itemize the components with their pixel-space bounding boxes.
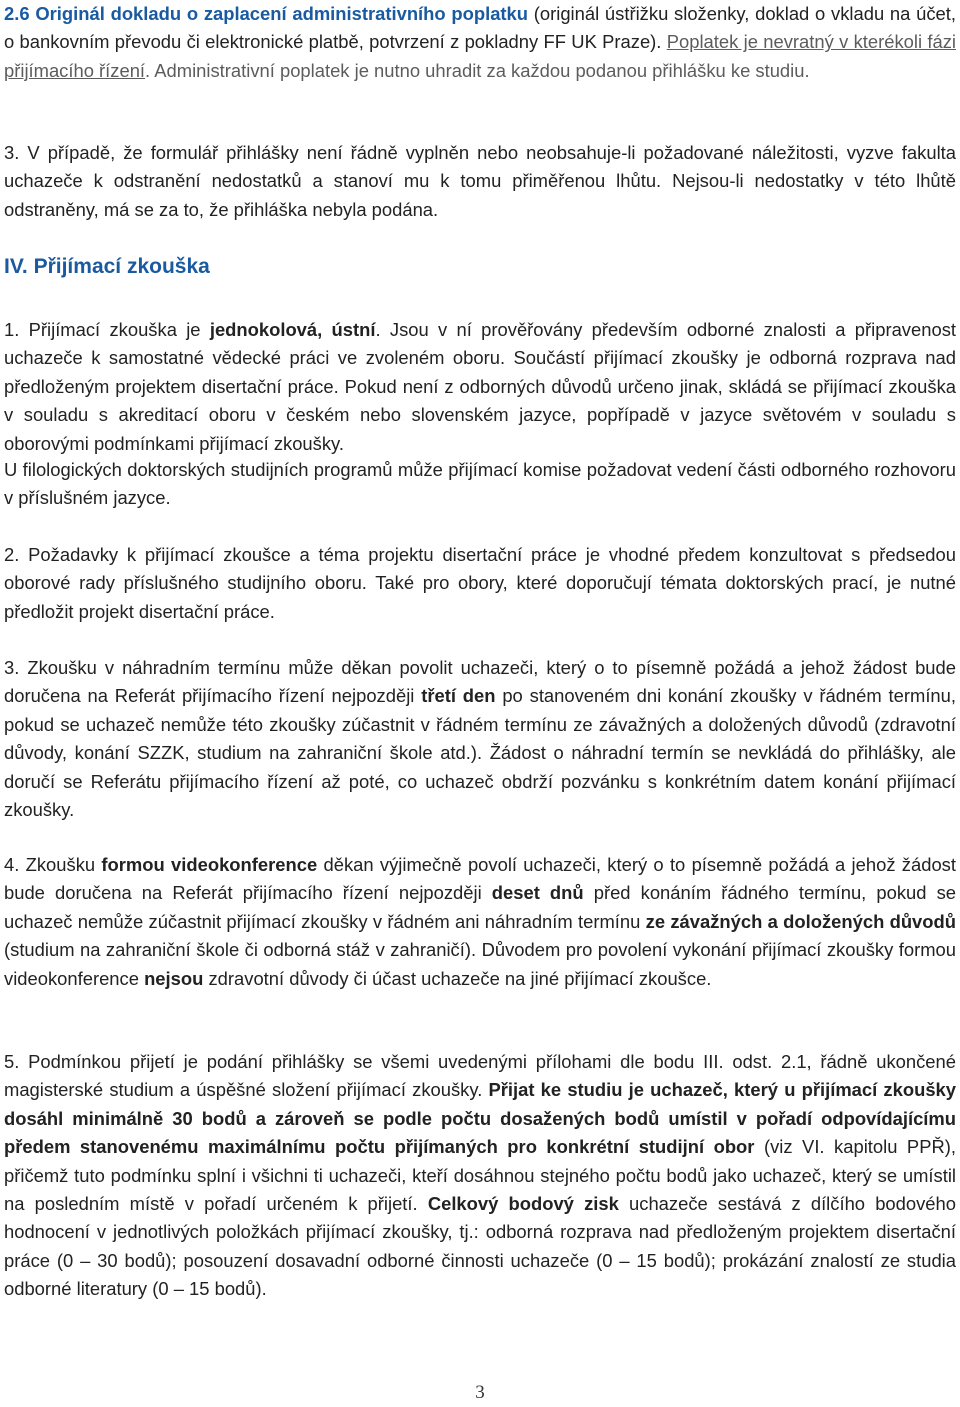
section-heading-entrance-exam: IV. Přijímací zkouška <box>4 255 210 278</box>
incomplete-consequence: Nejsou-li nedostatky v této lhůtě odstraněny, má se za to, že přihláška nebyla podána. <box>4 170 956 220</box>
refund-end: . <box>145 59 151 81</box>
item-1-prefix: 1. Přijímací zkouška je <box>4 319 210 340</box>
exam-item-4 <box>4 851 956 993</box>
item-3-incomplete-paragraph <box>4 139 956 224</box>
refund-note: Poplatek je nevratný v kterékoli fázi přijímacího řízení <box>4 31 956 81</box>
section-number: 2.6 <box>4 3 30 24</box>
item-4-b4: nejsou <box>144 967 204 989</box>
page-number: 3 <box>475 1382 485 1403</box>
item-5-p3: uchazeče sestává z dílčího bodového hodnocení v jednotlivých položkách přijímací zkoušky, tj.: odborná rozprava nad předloženým projektem disertační práce (0 – 30 bodů); posouzení dosavadní odborné činnosti uchazeče (0 – 15 bodů); prokázání znalostí ze studia odborné literatury (0 – 15 bodů). <box>4 1193 956 1300</box>
exam-item-1 <box>4 316 956 458</box>
item-4-p2: děkan výjimečně povolí uchazeči, který o to písemně požádá a jehož žádost bude doručena na Referát přijímacího řízení nejpozději <box>4 854 956 904</box>
item-1-bold: jednokolová, ústní <box>209 319 376 340</box>
item-5-b2: Celkový bodový zisk <box>427 1193 619 1215</box>
item-4-p3: před konáním řádného termínu, pokud se uchazeč nemůže zúčastnit přijímací zkoušky v řádném ani náhradním termínu <box>4 882 957 932</box>
item-5-b1: Přijat ke studiu je uchazeč, který u přijímací zkoušky dosáhl minimálně 30 bodů a zároveň se podle počtu dosažených bodů umístil v pořadí odpovídajícímu předem stanovenému maximálnímu počtu přijímaných pro konkrétní studijní obor <box>4 1079 956 1158</box>
item-4-p5: zdravotní důvody či účast uchazeče na jiné přijímací zkoušce. <box>203 967 712 989</box>
section-2-6-paragraph <box>4 0 956 85</box>
item-4-p1: 4. Zkoušku <box>4 854 102 875</box>
exam-item-5 <box>4 1048 956 1304</box>
item-5-p1: 5. Podmínkou přijetí je podání přihlášky se všemi uvedenými přílohami dle bodu III. odst. 2.1, řádně ukončené magisterské studium a úspěšné složení přijímací zkoušky. <box>4 1051 956 1101</box>
item-5-p2: (viz VI. kapitolu PPŘ), přičemž tuto podmínku splní i všichni ti uchazeči, kteří dosáhnou stejného počtu bodů jako uchazeč, který se umístil na posledním místě v pořadí určeném k přijetí. <box>4 1136 956 1215</box>
item-3-bold: třetí den <box>421 685 496 707</box>
item-4-b1: formou videokonference <box>101 854 318 875</box>
fee-per-application: Administrativní poplatek je nutno uhradit za každou podanou přihlášku ke studiu. <box>150 59 810 81</box>
exam-item-2 <box>4 541 956 626</box>
exam-item-3 <box>4 654 956 824</box>
item-4-b3: ze závažných a doložených důvodů <box>645 910 956 932</box>
item-4-b2: deset dnů <box>491 882 584 904</box>
incomplete-application-text: 3. V případě, že formulář přihlášky není řádně vyplněn nebo neobsahuje-li požadované náležitosti, vyzve fakulta uchazeče k odstranění nedostatků a stanoví mu k tomu přiměřenou lhůtu. <box>4 142 956 192</box>
item-1-rest: . Jsou v ní prověřovány především odborné znalosti a připravenost uchazeče k samostatné vědecké práci ve zvoleném oboru. Součástí přijímací zkoušky je odborná rozprava nad předloženým projektem disertační práce. Pokud není z odborných důvodů určeno jinak, skládá se přijímací zkouška v souladu s akreditací oboru v českém nebo slovenském jazyce, popřípadě v jazyce světovém v souladu s oborovými podmínkami přijímací zkoušky. <box>4 319 956 454</box>
item-3-part1: 3. Zkoušku v náhradním termínu může děkan povolit uchazeči, který o to písemně požádá a jehož žádost bude doručena na Referát přijímacího řízení nejpozději <box>4 657 956 707</box>
section-title: Originál dokladu o zaplacení administrativního poplatku <box>35 3 529 24</box>
item-4-p4: (studium na zahraniční škole či odborná stáž v zahraničí). Důvodem pro povolení vykonání přijímací zkoušky formou videokonference <box>4 939 956 989</box>
item-1-philology-text: U filologických doktorských studijních programů může přijímací komise požadovat vedení části odborného rozhovoru v příslušném jazyce. <box>4 459 956 509</box>
exam-item-1-philology <box>4 456 956 513</box>
section-detail: (originál ústřižku složenky, doklad o vkladu na účet, o bankovním převodu či elektronické platbě, potvrzení z pokladny FF UK Praze). <box>4 3 956 53</box>
item-3-part2: po stanoveném dni konání zkoušky v řádném termínu, pokud se uchazeč nemůže této zkoušky zúčastnit v řádném termínu ze závažných a doložených důvodů (zdravotní důvody, konání SZZK, studium na zahraniční škole atd.). Žádost o náhradní termín se nevkládá do přihlášky, ale doručí se Referátu přijímacího řízení až poté, co uchazeč obdrží pozvánku s konkrétním datem konání přijímací zkoušky. <box>4 685 957 821</box>
item-2-text: 2. Požadavky k přijímací zkoušce a téma projektu disertační práce je vhodné předem konzultovat s předsedou oborové rady příslušného studijního oboru. Také pro obory, které doporučují témata doktorských prací, je nutné předložit projekt disertační práce. <box>4 544 956 622</box>
